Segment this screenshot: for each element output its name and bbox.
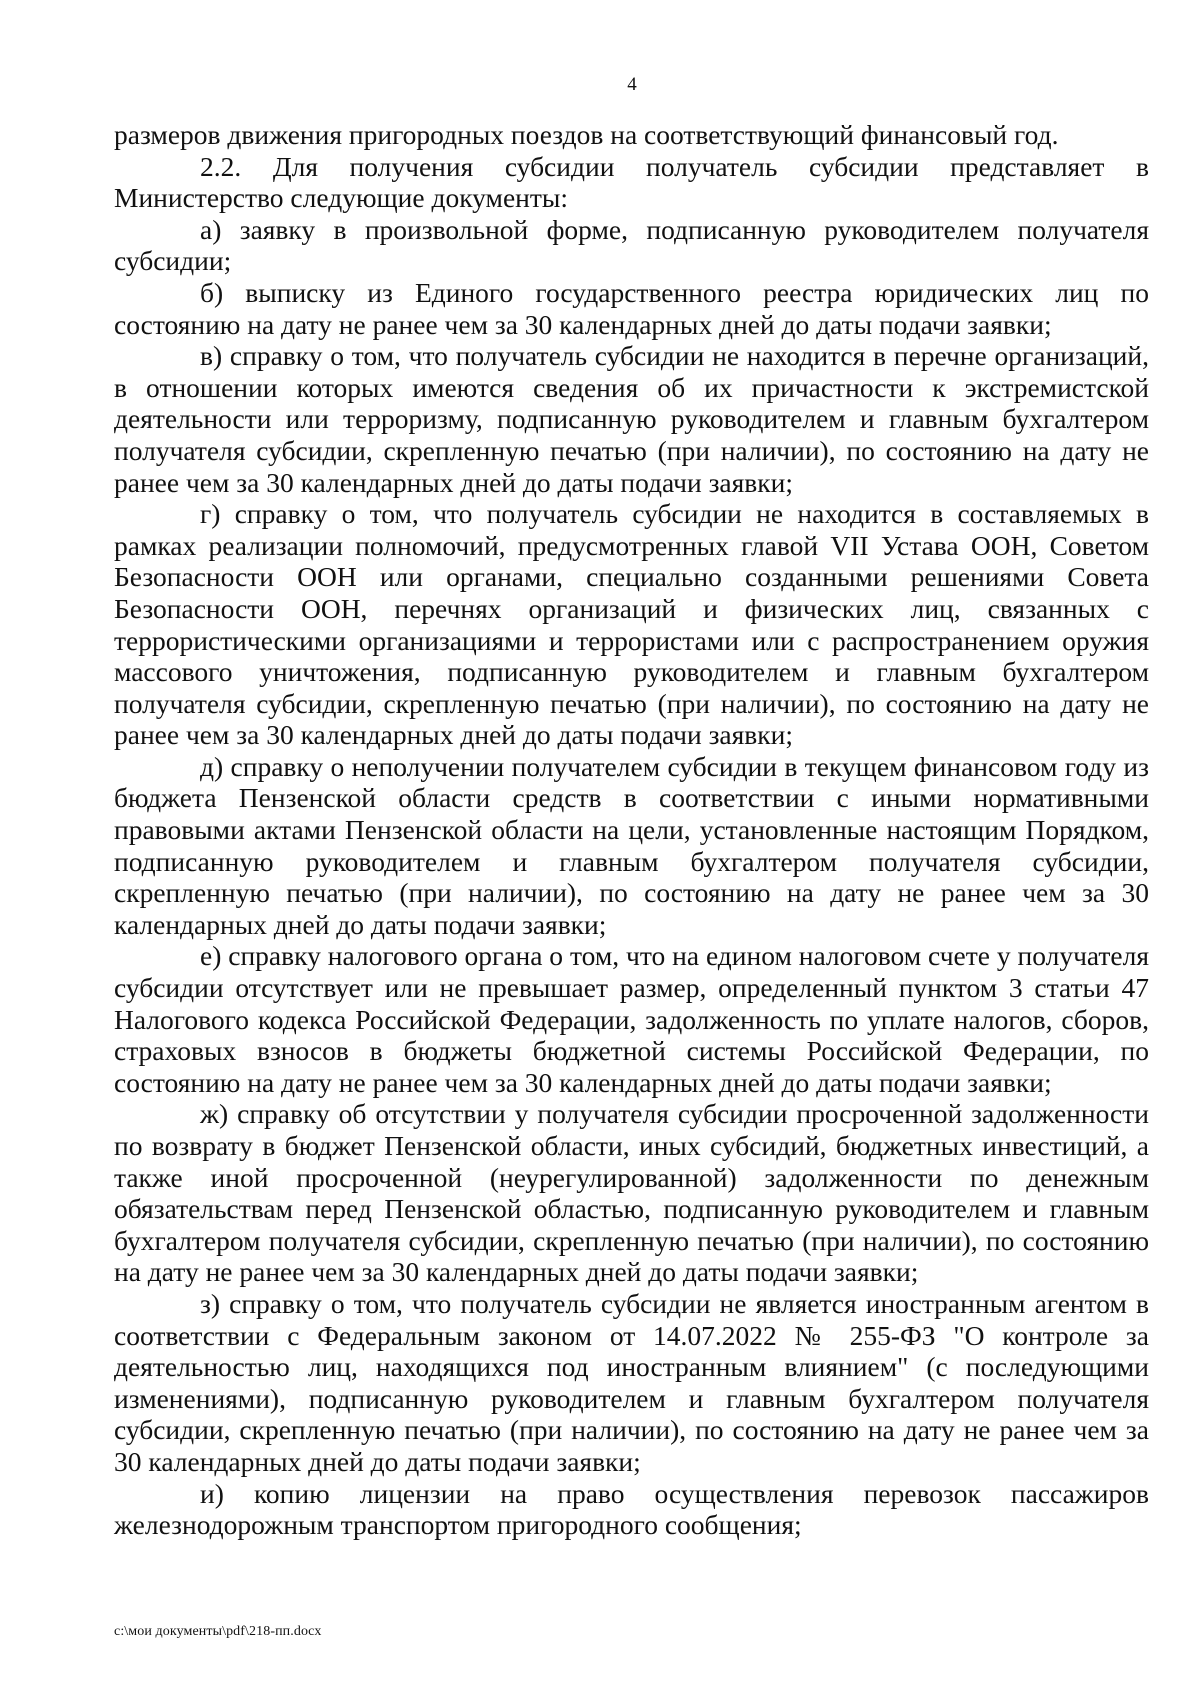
paragraph-item-g: г) справку о том, что получатель субсидии не находится в составляемых в рамках реализации полномочий, предусмотренных главой VII Устава ООН, Советом Безопасности ООН или органами, специально созданными решениями Совета Безопасности ООН, перечнях организаций и физических лиц, связанных с террористическими организациями и террористами или с распространением оружия массового уничтожения, подписанную руководителем и главным бухгалтером получателя субсидии, скрепленную печатью (при наличии), по состоянию на дату не ранее чем за 30 календарных дней до даты подачи заявки; [114,498,1149,751]
paragraph-item-i: и) копию лицензии на право осуществления перевозок пассажиров железнодорожным транспортом пригородного сообщения; [114,1477,1149,1541]
paragraph-item-v: в) справку о том, что получатель субсидии не находится в перечне организаций, в отношении которых имеются сведения об их причастности к экстремистской деятельности или терроризму, подписанную руководителем и главным бухгалтером получателя субсидии, скрепленную печатью (при наличии), по состоянию на дату не ранее чем за 30 календарных дней до даты подачи заявки; [114,340,1149,498]
paragraph-item-d: д) справку о неполучении получателем субсидии в текущем финансовом году из бюджета Пензенской области средств в соответствии с иными нормативными правовыми актами Пензенской области на цели, установленные настоящим Порядком, подписанную руководителем и главным бухгалтером получателя субсидии, скрепленную печатью (при наличии), по состоянию на дату не ранее чем за 30 календарных дней до даты подачи заявки; [114,750,1149,940]
paragraph-2-2: 2.2. Для получения субсидии получатель субсидии представляет в Министерство следующие документы: [114,150,1149,214]
paragraph-continuation: размеров движения пригородных поездов на соответствующий финансовый год. [114,119,1059,150]
document-body [114,119,1149,1541]
paragraph-item-a: а) заявку в произвольной форме, подписанную руководителем получателя субсидии; [114,213,1149,277]
paragraph-item-b: б) выписку из Единого государственного реестра юридических лиц по состоянию на дату не ранее чем за 30 календарных дней до даты подачи заявки; [114,276,1149,340]
paragraph-item-z: з) справку о том, что получатель субсидии не является иностранным агентом в соответствии с Федеральным законом от 14.07.2022 № 255-ФЗ "О контроле за деятельностью лиц, находящихся под иностранным влиянием" (с последующими изменениями), подписанную руководителем и главным бухгалтером получателя субсидии, скрепленную печатью (при наличии), по состоянию на дату не ранее чем за 30 календарных дней до даты подачи заявки; [114,1287,1149,1477]
page-number: 4 [627,74,637,95]
paragraph-item-zh: ж) справку об отсутствии у получателя субсидии просроченной задолженности по возврату в бюджет Пензенской области, иных субсидий, бюджетных инвестиций, а также иной просроченной (неурегулированной) задолженности по денежным обязательствам перед Пензенской областью, подписанную руководителем и главным бухгалтером получателя субсидии, скрепленную печатью (при наличии), по состоянию на дату не ранее чем за 30 календарных дней до даты подачи заявки; [114,1098,1149,1288]
footer-file-path: c:\мои документы\pdf\218-пп.docx [114,1624,322,1639]
paragraph-item-e: е) справку налогового органа о том, что на едином налоговом счете у получателя субсидии отсутствует или не превышает размер, определенный пунктом 3 статьи 47 Налогового кодекса Российской Федерации, задолженность по уплате налогов, сборов, страховых взносов в бюджеты бюджетной системы Российской Федерации, по состоянию на дату не ранее чем за 30 календарных дней до даты подачи заявки; [114,940,1149,1098]
